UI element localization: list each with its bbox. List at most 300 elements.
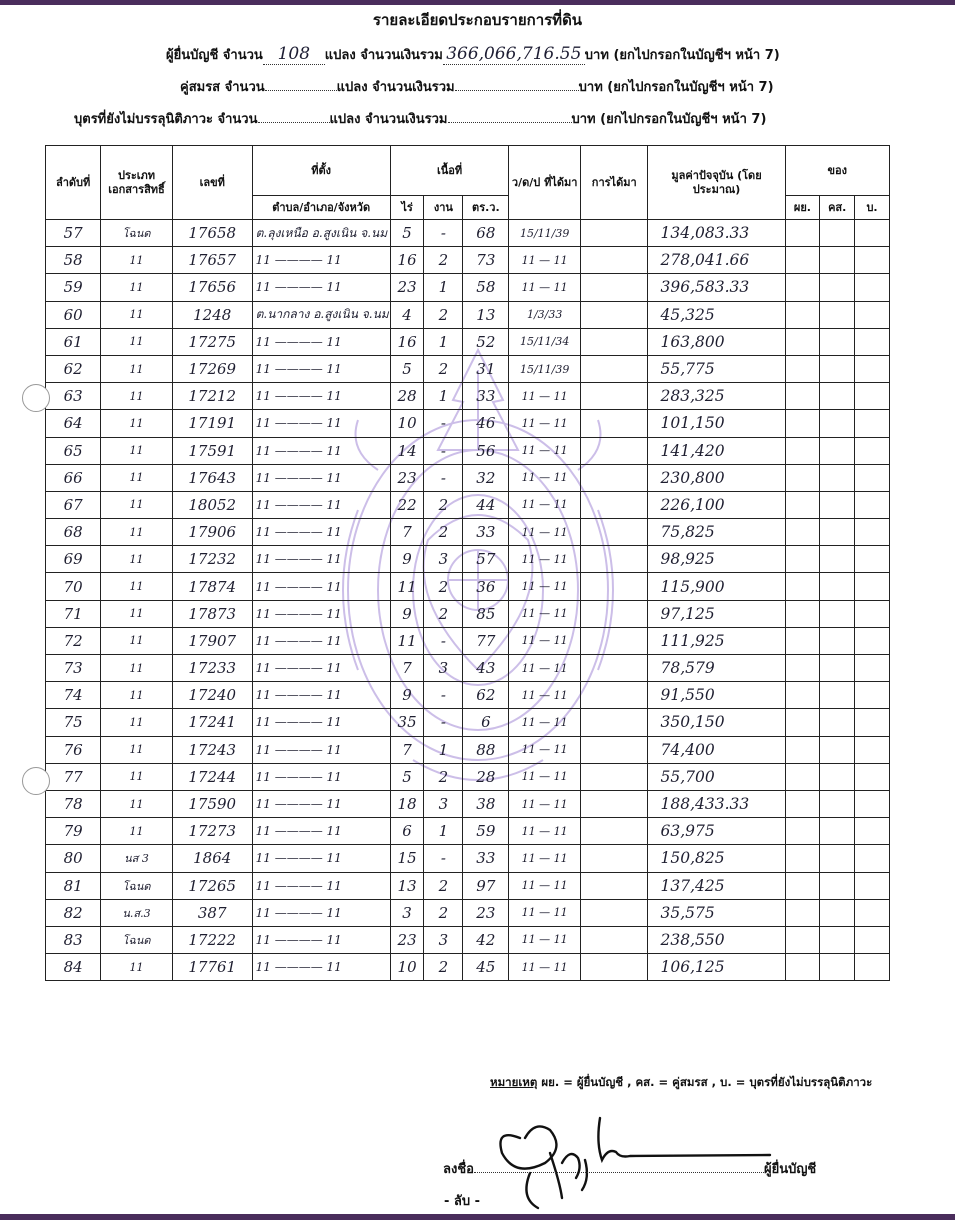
col-number: เลขที่ — [172, 146, 252, 220]
cell-location: 11 ———— 11 — [252, 926, 390, 953]
cell-owner-declarant — [785, 627, 820, 654]
cell-value: 137,425 — [648, 872, 785, 899]
cell-doc-type: โฉนด — [101, 220, 173, 247]
cell-owner-spouse — [820, 383, 855, 410]
cell-rai: 23 — [390, 926, 424, 953]
cell-sqwa: 33 — [463, 519, 509, 546]
footnote-text: ผย. = ผู้ยื่นบัญชี , คส. = คู่สมรส , บ. = บุตรที่ยังไม่บรรลุนิติภาวะ — [537, 1075, 873, 1089]
cell-owner-child — [855, 355, 890, 382]
cell-owner-declarant — [785, 546, 820, 573]
cell-location: ต.นากลาง อ.สูงเนิน จ.นม — [252, 301, 390, 328]
cell-date: 15/11/34 — [509, 328, 581, 355]
cell-location: 11 ———— 11 — [252, 437, 390, 464]
cell-rai: 3 — [390, 899, 424, 926]
cell-sqwa: 88 — [463, 736, 509, 763]
cell-owner-spouse — [820, 328, 855, 355]
cell-doc-type: โฉนด — [101, 926, 173, 953]
col-area-ngan: งาน — [424, 196, 463, 220]
cell-location: 11 ———— 11 — [252, 709, 390, 736]
cell-sqwa: 58 — [463, 274, 509, 301]
cell-seq: 77 — [46, 763, 101, 790]
cell-rai: 14 — [390, 437, 424, 464]
cell-doc-type: 11 — [101, 954, 173, 981]
cell-sqwa: 31 — [463, 355, 509, 382]
cell-number: 17241 — [172, 709, 252, 736]
cell-doc-type: 11 — [101, 410, 173, 437]
cell-value: 101,150 — [648, 410, 785, 437]
cell-seq: 81 — [46, 872, 101, 899]
land-table — [45, 145, 890, 981]
cell-location: 11 ———— 11 — [252, 627, 390, 654]
table-row — [46, 274, 890, 301]
col-date: ว/ด/ป ที่ได้มา — [509, 146, 581, 220]
cell-acquire — [580, 790, 648, 817]
cell-ngan: 3 — [424, 546, 463, 573]
cell-date: 11 — 11 — [509, 464, 581, 491]
cell-date: 11 — 11 — [509, 926, 581, 953]
cell-seq: 57 — [46, 220, 101, 247]
cell-owner-declarant — [785, 736, 820, 763]
cell-date: 15/11/39 — [509, 220, 581, 247]
cell-seq: 84 — [46, 954, 101, 981]
cell-location: 11 ———— 11 — [252, 464, 390, 491]
cell-ngan: 2 — [424, 491, 463, 518]
cell-owner-child — [855, 519, 890, 546]
cell-owner-spouse — [820, 627, 855, 654]
cell-value: 134,083.33 — [648, 220, 785, 247]
cell-doc-type: 11 — [101, 546, 173, 573]
cell-rai: 9 — [390, 600, 424, 627]
table-row — [46, 491, 890, 518]
cell-sqwa: 56 — [463, 437, 509, 464]
cell-owner-declarant — [785, 383, 820, 410]
cell-owner-spouse — [820, 519, 855, 546]
cell-number: 1248 — [172, 301, 252, 328]
cell-doc-type: 11 — [101, 682, 173, 709]
cell-owner-declarant — [785, 790, 820, 817]
cell-owner-declarant — [785, 274, 820, 301]
cell-location: 11 ———— 11 — [252, 899, 390, 926]
cell-value: 106,125 — [648, 954, 785, 981]
cell-sqwa: 38 — [463, 790, 509, 817]
cell-rai: 7 — [390, 655, 424, 682]
cell-date: 11 — 11 — [509, 247, 581, 274]
cell-acquire — [580, 519, 648, 546]
cell-seq: 76 — [46, 736, 101, 763]
cell-doc-type: 11 — [101, 763, 173, 790]
cell-seq: 65 — [46, 437, 101, 464]
cell-number: 17907 — [172, 627, 252, 654]
cell-ngan: 2 — [424, 872, 463, 899]
cell-owner-declarant — [785, 410, 820, 437]
cell-date: 1/3/33 — [509, 301, 581, 328]
cell-number: 17658 — [172, 220, 252, 247]
cell-location: 11 ———— 11 — [252, 655, 390, 682]
cell-sqwa: 13 — [463, 301, 509, 328]
cell-seq: 66 — [46, 464, 101, 491]
cell-acquire — [580, 328, 648, 355]
cell-number: 17656 — [172, 274, 252, 301]
cell-doc-type: 11 — [101, 355, 173, 382]
col-owner-spouse: คส. — [820, 196, 855, 220]
cell-ngan: 2 — [424, 763, 463, 790]
table-row — [46, 464, 890, 491]
cell-owner-spouse — [820, 491, 855, 518]
cell-sqwa: 62 — [463, 682, 509, 709]
table-row — [46, 519, 890, 546]
cell-owner-child — [855, 437, 890, 464]
cell-ngan: - — [424, 410, 463, 437]
header-suffix: บาท (ยกไปกรอกในบัญชีฯ หน้า 7) — [571, 112, 767, 127]
table-row — [46, 328, 890, 355]
cell-owner-spouse — [820, 872, 855, 899]
cell-rai: 11 — [390, 627, 424, 654]
cell-acquire — [580, 655, 648, 682]
col-owner: ของ — [785, 146, 889, 196]
cell-location: 11 ———— 11 — [252, 790, 390, 817]
cell-owner-child — [855, 790, 890, 817]
cell-acquire — [580, 926, 648, 953]
table-row — [46, 818, 890, 845]
cell-acquire — [580, 600, 648, 627]
cell-location: 11 ———— 11 — [252, 247, 390, 274]
header-line-declarant — [166, 44, 780, 65]
cell-sqwa: 97 — [463, 872, 509, 899]
table-row — [46, 709, 890, 736]
cell-owner-spouse — [820, 682, 855, 709]
cell-rai: 16 — [390, 247, 424, 274]
col-location: ที่ตั้ง — [252, 146, 390, 196]
cell-location: 11 ———— 11 — [252, 328, 390, 355]
cell-doc-type: 11 — [101, 274, 173, 301]
cell-sqwa: 33 — [463, 845, 509, 872]
cell-acquire — [580, 220, 648, 247]
cell-acquire — [580, 818, 648, 845]
cell-owner-spouse — [820, 709, 855, 736]
cell-date: 11 — 11 — [509, 600, 581, 627]
cell-doc-type: 11 — [101, 328, 173, 355]
cell-number: 17906 — [172, 519, 252, 546]
header-label: คู่สมรส จำนวน — [180, 80, 265, 95]
cell-owner-declarant — [785, 872, 820, 899]
table-row — [46, 546, 890, 573]
cell-sqwa: 43 — [463, 655, 509, 682]
document-title: รายละเอียดประกอบรายการที่ดิน — [372, 11, 583, 29]
table-row — [46, 655, 890, 682]
cell-value: 396,583.33 — [648, 274, 785, 301]
cell-number: 17269 — [172, 355, 252, 382]
cell-owner-spouse — [820, 736, 855, 763]
table-row — [46, 790, 890, 817]
cell-seq: 70 — [46, 573, 101, 600]
cell-sqwa: 59 — [463, 818, 509, 845]
col-owner-declarant: ผย. — [785, 196, 820, 220]
cell-seq: 67 — [46, 491, 101, 518]
cell-owner-declarant — [785, 301, 820, 328]
cell-sqwa: 46 — [463, 410, 509, 437]
cell-owner-declarant — [785, 709, 820, 736]
cell-owner-spouse — [820, 355, 855, 382]
cell-rai: 23 — [390, 464, 424, 491]
cell-seq: 59 — [46, 274, 101, 301]
cell-rai: 7 — [390, 736, 424, 763]
cell-owner-child — [855, 220, 890, 247]
cell-acquire — [580, 301, 648, 328]
table-row — [46, 899, 890, 926]
cell-location: 11 ———— 11 — [252, 519, 390, 546]
cell-location: 11 ———— 11 — [252, 491, 390, 518]
cell-ngan: - — [424, 709, 463, 736]
cell-date: 15/11/39 — [509, 355, 581, 382]
cell-owner-spouse — [820, 954, 855, 981]
cell-owner-declarant — [785, 926, 820, 953]
cell-rai: 5 — [390, 763, 424, 790]
table-row — [46, 600, 890, 627]
signature-label: ลงชื่อ — [443, 1162, 474, 1177]
cell-acquire — [580, 736, 648, 763]
cell-value: 278,041.66 — [648, 247, 785, 274]
cell-seq: 60 — [46, 301, 101, 328]
cell-date: 11 — 11 — [509, 491, 581, 518]
table-row — [46, 247, 890, 274]
table-row — [46, 872, 890, 899]
cell-doc-type: 11 — [101, 573, 173, 600]
cell-owner-child — [855, 410, 890, 437]
spouse-amount — [455, 90, 579, 91]
cell-owner-declarant — [785, 247, 820, 274]
cell-owner-spouse — [820, 818, 855, 845]
col-doc-type: ประเภทเอกสารสิทธิ์ — [101, 146, 173, 220]
cell-owner-spouse — [820, 301, 855, 328]
cell-ngan: - — [424, 437, 463, 464]
cell-acquire — [580, 763, 648, 790]
table-row — [46, 355, 890, 382]
cell-rai: 23 — [390, 274, 424, 301]
cell-sqwa: 42 — [463, 926, 509, 953]
col-value: มูลค่าปัจจุบัน (โดยประมาณ) — [648, 146, 785, 220]
table-row — [46, 220, 890, 247]
cell-seq: 71 — [46, 600, 101, 627]
cell-acquire — [580, 355, 648, 382]
cell-seq: 73 — [46, 655, 101, 682]
col-owner-child: บ. — [855, 196, 890, 220]
cell-location: 11 ———— 11 — [252, 546, 390, 573]
header-suffix: บาท (ยกไปกรอกในบัญชีฯ หน้า 7) — [578, 80, 774, 95]
cell-number: 17265 — [172, 872, 252, 899]
cell-location: 11 ———— 11 — [252, 872, 390, 899]
cell-acquire — [580, 845, 648, 872]
top-border — [0, 0, 955, 5]
table-row — [46, 573, 890, 600]
col-area-rai: ไร่ — [390, 196, 424, 220]
cell-date: 11 — 11 — [509, 573, 581, 600]
cell-owner-child — [855, 818, 890, 845]
cell-owner-child — [855, 682, 890, 709]
cell-date: 11 — 11 — [509, 709, 581, 736]
hole-punch-icon — [22, 767, 50, 795]
cell-ngan: 1 — [424, 328, 463, 355]
cell-owner-child — [855, 709, 890, 736]
cell-rai: 15 — [390, 845, 424, 872]
cell-value: 97,125 — [648, 600, 785, 627]
cell-value: 111,925 — [648, 627, 785, 654]
cell-acquire — [580, 464, 648, 491]
cell-acquire — [580, 274, 648, 301]
cell-rai: 18 — [390, 790, 424, 817]
cell-owner-child — [855, 573, 890, 600]
cell-owner-declarant — [785, 655, 820, 682]
cell-date: 11 — 11 — [509, 954, 581, 981]
cell-acquire — [580, 247, 648, 274]
cell-doc-type: 11 — [101, 519, 173, 546]
child-count — [258, 122, 330, 123]
cell-sqwa: 73 — [463, 247, 509, 274]
cell-location: 11 ———— 11 — [252, 845, 390, 872]
cell-number: 17874 — [172, 573, 252, 600]
cell-owner-child — [855, 274, 890, 301]
cell-acquire — [580, 899, 648, 926]
cell-owner-child — [855, 546, 890, 573]
signature-role: ผู้ยื่นบัญชี — [763, 1162, 817, 1177]
cell-rai: 7 — [390, 519, 424, 546]
cell-rai: 10 — [390, 410, 424, 437]
cell-ngan: 3 — [424, 790, 463, 817]
table-row — [46, 763, 890, 790]
cell-seq: 58 — [46, 247, 101, 274]
cell-rai: 9 — [390, 546, 424, 573]
cell-ngan: 2 — [424, 573, 463, 600]
cell-rai: 5 — [390, 220, 424, 247]
cell-rai: 11 — [390, 573, 424, 600]
cell-sqwa: 6 — [463, 709, 509, 736]
cell-doc-type: 11 — [101, 736, 173, 763]
cell-acquire — [580, 573, 648, 600]
cell-seq: 68 — [46, 519, 101, 546]
hole-punch-icon — [22, 384, 50, 412]
cell-value: 91,550 — [648, 682, 785, 709]
bottom-border — [0, 1214, 955, 1220]
cell-number: 17643 — [172, 464, 252, 491]
cell-location: 11 ———— 11 — [252, 355, 390, 382]
cell-date: 11 — 11 — [509, 655, 581, 682]
cell-location: 11 ———— 11 — [252, 410, 390, 437]
header-line-child — [74, 108, 766, 129]
cell-rai: 13 — [390, 872, 424, 899]
cell-date: 11 — 11 — [509, 872, 581, 899]
cell-seq: 62 — [46, 355, 101, 382]
cell-value: 98,925 — [648, 546, 785, 573]
confidential-footer: - ลับ - — [444, 1194, 481, 1209]
cell-seq: 72 — [46, 627, 101, 654]
cell-number: 17590 — [172, 790, 252, 817]
cell-location: 11 ———— 11 — [252, 763, 390, 790]
cell-ngan: 2 — [424, 301, 463, 328]
footnote-label: หมายเหตุ — [490, 1075, 538, 1089]
cell-rai: 6 — [390, 818, 424, 845]
cell-sqwa: 85 — [463, 600, 509, 627]
cell-ngan: 2 — [424, 519, 463, 546]
cell-sqwa: 52 — [463, 328, 509, 355]
cell-ngan: - — [424, 845, 463, 872]
cell-value: 75,825 — [648, 519, 785, 546]
cell-owner-child — [855, 491, 890, 518]
cell-number: 17761 — [172, 954, 252, 981]
cell-owner-child — [855, 464, 890, 491]
cell-value: 141,420 — [648, 437, 785, 464]
cell-date: 11 — 11 — [509, 274, 581, 301]
table-row — [46, 954, 890, 981]
cell-seq: 80 — [46, 845, 101, 872]
table-row — [46, 736, 890, 763]
cell-doc-type: นส 3 — [101, 845, 173, 872]
cell-owner-child — [855, 899, 890, 926]
cell-location: ต.ลุงเหนือ อ.สูงเนิน จ.นม — [252, 220, 390, 247]
cell-number: 1864 — [172, 845, 252, 872]
cell-owner-spouse — [820, 573, 855, 600]
cell-date: 11 — 11 — [509, 682, 581, 709]
cell-owner-declarant — [785, 220, 820, 247]
cell-doc-type: 11 — [101, 790, 173, 817]
cell-location: 11 ———— 11 — [252, 383, 390, 410]
cell-doc-type: 11 — [101, 383, 173, 410]
cell-location: 11 ———— 11 — [252, 274, 390, 301]
cell-owner-spouse — [820, 763, 855, 790]
cell-acquire — [580, 383, 648, 410]
cell-seq: 82 — [46, 899, 101, 926]
cell-ngan: - — [424, 220, 463, 247]
cell-owner-child — [855, 328, 890, 355]
cell-rai: 22 — [390, 491, 424, 518]
cell-sqwa: 68 — [463, 220, 509, 247]
cell-owner-spouse — [820, 899, 855, 926]
cell-ngan: 2 — [424, 899, 463, 926]
cell-rai: 35 — [390, 709, 424, 736]
cell-acquire — [580, 437, 648, 464]
cell-value: 74,400 — [648, 736, 785, 763]
cell-acquire — [580, 709, 648, 736]
cell-date: 11 — 11 — [509, 627, 581, 654]
cell-owner-spouse — [820, 220, 855, 247]
declarant-count: 108 — [277, 44, 311, 64]
header-unit: แปลง จำนวนเงินรวม — [324, 48, 443, 63]
cell-number: 17232 — [172, 546, 252, 573]
cell-owner-child — [855, 872, 890, 899]
cell-date: 11 — 11 — [509, 790, 581, 817]
col-location-sub: ตำบล/อำเภอ/จังหวัด — [252, 196, 390, 220]
cell-doc-type: 11 — [101, 600, 173, 627]
cell-date: 11 — 11 — [509, 899, 581, 926]
cell-sqwa: 23 — [463, 899, 509, 926]
cell-acquire — [580, 682, 648, 709]
cell-ngan: 3 — [424, 926, 463, 953]
cell-number: 17244 — [172, 763, 252, 790]
cell-owner-child — [855, 301, 890, 328]
table-row — [46, 926, 890, 953]
cell-owner-declarant — [785, 600, 820, 627]
cell-ngan: 2 — [424, 600, 463, 627]
cell-ngan: 2 — [424, 954, 463, 981]
cell-ngan: 2 — [424, 355, 463, 382]
cell-sqwa: 77 — [463, 627, 509, 654]
header-line-spouse — [180, 76, 774, 97]
cell-ngan: - — [424, 464, 463, 491]
cell-location: 11 ———— 11 — [252, 600, 390, 627]
cell-owner-declarant — [785, 491, 820, 518]
cell-owner-spouse — [820, 546, 855, 573]
cell-ngan: 1 — [424, 274, 463, 301]
cell-number: 17873 — [172, 600, 252, 627]
cell-number: 17275 — [172, 328, 252, 355]
